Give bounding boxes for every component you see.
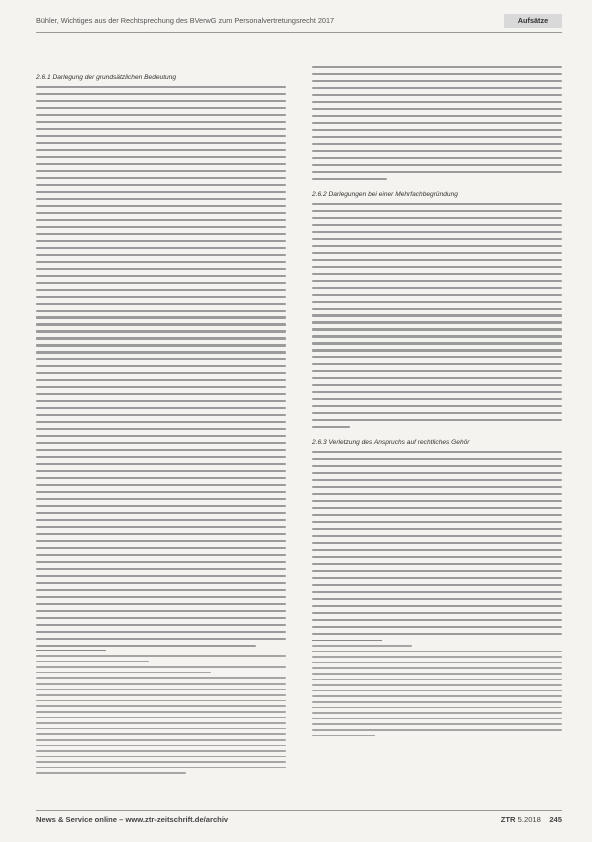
illegible-text-line: [312, 465, 562, 467]
illegible-text-line: [312, 426, 350, 428]
illegible-text-line: [312, 535, 562, 537]
illegible-text-line: [36, 638, 286, 640]
illegible-text-line: [312, 129, 562, 131]
illegible-text-line: [312, 549, 562, 551]
illegible-text-line: [36, 254, 286, 256]
illegible-text-line: [312, 280, 562, 282]
illegible-text-line: [36, 386, 286, 388]
illegible-text-line: [312, 287, 562, 289]
illegible-text-line: [36, 114, 286, 116]
illegible-text-line: [312, 556, 562, 558]
illegible-text-line: [36, 617, 286, 619]
illegible-text-line: [36, 121, 286, 123]
illegible-text-line: [36, 756, 286, 758]
illegible-text-line: [36, 533, 286, 535]
illegible-text-line: [36, 275, 286, 277]
illegible-text-line: [312, 94, 562, 96]
illegible-text-line: [36, 655, 286, 657]
illegible-text-line: [36, 717, 286, 719]
illegible-text-line: [312, 349, 562, 351]
illegible-text-line: [312, 412, 562, 414]
illegible-text-line: [312, 584, 562, 586]
illegible-text-line: [312, 570, 562, 572]
illegible-text-line: [312, 591, 562, 593]
illegible-text-line: [312, 231, 562, 233]
illegible-text-line: [312, 217, 562, 219]
illegible-text-line: [36, 672, 211, 674]
illegible-text-line: [312, 224, 562, 226]
illegible-text-line: [36, 463, 286, 465]
illegible-text-line: [36, 358, 286, 360]
illegible-text-line: [36, 750, 286, 752]
illegible-text-line: [312, 528, 562, 530]
illegible-text-line: [312, 273, 562, 275]
illegible-text-line: [312, 252, 562, 254]
illegible-text-line: [312, 384, 562, 386]
illegible-text-line: [312, 66, 562, 68]
illegible-text-line: [36, 93, 286, 95]
illegible-text-line: [36, 575, 286, 577]
right-body-text: [312, 66, 562, 180]
section-tag: Aufsätze: [504, 14, 562, 28]
illegible-text-line: [312, 701, 562, 703]
illegible-text-line: [36, 351, 286, 353]
illegible-text-line: [36, 170, 286, 172]
illegible-text-line: [36, 761, 286, 763]
illegible-text-line: [312, 690, 562, 692]
illegible-text-line: [312, 370, 562, 372]
page-footer: [36, 815, 562, 829]
illegible-text-line: [36, 711, 286, 713]
illegible-text-line: [36, 303, 286, 305]
illegible-text-line: [36, 442, 286, 444]
illegible-text-line: [312, 314, 562, 316]
illegible-text-line: [36, 547, 286, 549]
illegible-text-line: [312, 577, 562, 579]
footnote-rule: [312, 640, 382, 641]
illegible-text-line: [36, 610, 286, 612]
illegible-text-line: [36, 184, 286, 186]
illegible-text-line: [36, 631, 286, 633]
illegible-text-line: [36, 323, 286, 325]
illegible-text-line: [312, 335, 562, 337]
illegible-text-line: [312, 157, 562, 159]
illegible-text-line: [312, 486, 562, 488]
illegible-text-line: [312, 451, 562, 453]
illegible-text-line: [312, 377, 562, 379]
illegible-text-line: [312, 245, 562, 247]
illegible-text-line: [36, 212, 286, 214]
left-body-text: [36, 86, 286, 647]
illegible-text-line: [36, 700, 286, 702]
illegible-text-line: [312, 712, 562, 714]
footnote-rule: [36, 650, 106, 651]
illegible-text-line: [312, 419, 562, 421]
illegible-text-line: [312, 308, 562, 310]
illegible-text-line: [312, 542, 562, 544]
illegible-text-line: [36, 393, 286, 395]
illegible-text-line: [36, 219, 286, 221]
illegible-text-line: [36, 428, 286, 430]
illegible-text-line: [36, 128, 286, 130]
illegible-text-line: [312, 662, 562, 664]
illegible-text-line: [312, 673, 562, 675]
illegible-text-line: [36, 205, 286, 207]
illegible-text-line: [36, 561, 286, 563]
illegible-text-line: [36, 198, 286, 200]
illegible-text-line: [36, 365, 286, 367]
illegible-text-line: [312, 210, 562, 212]
illegible-text-line: [36, 400, 286, 402]
illegible-text-line: [36, 289, 286, 291]
illegible-text-line: [36, 261, 286, 263]
illegible-text-line: [36, 767, 286, 769]
illegible-text-line: [312, 479, 562, 481]
illegible-text-line: [36, 177, 286, 179]
illegible-text-line: [36, 316, 286, 318]
right-column: [312, 66, 562, 640]
illegible-text-line: [36, 512, 286, 514]
illegible-text-line: [312, 80, 562, 82]
illegible-text-line: [312, 598, 562, 600]
illegible-text-line: [312, 150, 562, 152]
illegible-text-line: [312, 87, 562, 89]
illegible-text-line: [36, 421, 286, 423]
illegible-text-line: [312, 735, 375, 737]
right-footnotes: [312, 645, 562, 740]
illegible-text-line: [36, 240, 286, 242]
illegible-text-line: [312, 294, 562, 296]
illegible-text-line: [312, 203, 562, 205]
illegible-text-line: [36, 330, 286, 332]
illegible-text-line: [312, 164, 562, 166]
illegible-text-line: [36, 191, 286, 193]
illegible-text-line: [36, 540, 286, 542]
illegible-text-line: [36, 296, 286, 298]
illegible-text-line: [312, 301, 562, 303]
illegible-text-line: [312, 718, 562, 720]
illegible-text-line: [312, 238, 562, 240]
illegible-text-line: [312, 612, 562, 614]
illegible-text-line: [36, 414, 286, 416]
illegible-text-line: [312, 626, 562, 628]
illegible-text-line: [312, 73, 562, 75]
illegible-text-line: [312, 619, 562, 621]
illegible-text-line: [312, 656, 562, 658]
footer-rule: [36, 810, 562, 811]
illegible-text-line: [36, 484, 286, 486]
illegible-text-line: [36, 683, 286, 685]
illegible-text-line: [312, 707, 562, 709]
illegible-text-line: [312, 605, 562, 607]
illegible-text-line: [36, 107, 286, 109]
illegible-text-line: [312, 108, 562, 110]
illegible-text-line: [312, 101, 562, 103]
illegible-text-line: [312, 136, 562, 138]
illegible-text-line: [312, 259, 562, 261]
illegible-text-line: [312, 679, 562, 681]
illegible-text-line: [312, 507, 562, 509]
page-header: [36, 14, 562, 30]
illegible-text-line: [36, 689, 286, 691]
illegible-text-line: [312, 398, 562, 400]
illegible-text-line: [312, 667, 562, 669]
illegible-text-line: [36, 156, 286, 158]
illegible-text-line: [36, 135, 286, 137]
footer-website: News & Service online – www.ztr-zeitschrift.de/archiv: [36, 815, 229, 824]
illegible-text-line: [312, 723, 562, 725]
illegible-text-line: [36, 268, 286, 270]
illegible-text-line: [312, 178, 387, 180]
illegible-text-line: [36, 666, 286, 668]
illegible-text-line: [312, 342, 562, 344]
illegible-text-line: [36, 554, 286, 556]
illegible-text-line: [36, 526, 286, 528]
illegible-text-line: [312, 695, 562, 697]
illegible-text-line: [36, 100, 286, 102]
illegible-text-line: [36, 739, 286, 741]
illegible-text-line: [36, 491, 286, 493]
illegible-text-line: [36, 582, 286, 584]
illegible-text-line: [312, 122, 562, 124]
illegible-text-line: [36, 589, 286, 591]
illegible-text-line: [36, 645, 256, 647]
illegible-text-line: [312, 266, 562, 268]
footer-issue: ZTR 5.2018 245: [500, 815, 562, 824]
section-heading: 2.6.2 Darlegungen bei einer Mehrfachbegründung: [312, 190, 458, 198]
illegible-text-line: [36, 470, 286, 472]
illegible-text-line: [36, 86, 286, 88]
illegible-text-line: [36, 505, 286, 507]
illegible-text-line: [36, 247, 286, 249]
illegible-text-line: [36, 407, 286, 409]
illegible-text-line: [36, 728, 286, 730]
illegible-text-line: [36, 596, 286, 598]
illegible-text-line: [36, 498, 286, 500]
illegible-text-line: [312, 391, 562, 393]
illegible-text-line: [312, 521, 562, 523]
illegible-text-line: [36, 282, 286, 284]
section-heading: 2.6.3 Verletzung des Anspruchs auf rechtliches Gehör: [312, 439, 470, 447]
illegible-text-line: [36, 603, 286, 605]
illegible-text-line: [36, 435, 286, 437]
illegible-text-line: [36, 310, 286, 312]
illegible-text-line: [312, 405, 562, 407]
illegible-text-line: [36, 142, 286, 144]
running-title: Bühler, Wichtiges aus der Rechtsprechung des BVerwG zum Personalvertretungsrecht 2017: [36, 16, 335, 25]
illegible-text-line: [36, 772, 186, 774]
illegible-text-line: [36, 344, 286, 346]
right-body-text: [312, 451, 562, 635]
illegible-text-line: [312, 514, 562, 516]
illegible-text-line: [36, 337, 286, 339]
header-rule: [36, 32, 562, 33]
section-heading: 2.6.1 Darlegung der grundsätzlichen Bedeutung: [36, 74, 177, 81]
illegible-text-line: [312, 115, 562, 117]
illegible-text-line: [36, 163, 286, 165]
illegible-text-line: [312, 500, 562, 502]
illegible-text-line: [312, 645, 412, 647]
illegible-text-line: [312, 633, 562, 635]
left-footnotes: [36, 655, 286, 778]
illegible-text-line: [312, 651, 562, 653]
illegible-text-line: [36, 379, 286, 381]
illegible-text-line: [312, 321, 562, 323]
illegible-text-line: [312, 356, 562, 358]
illegible-text-line: [312, 363, 562, 365]
illegible-text-line: [312, 458, 562, 460]
left-column: [36, 74, 286, 652]
illegible-text-line: [36, 519, 286, 521]
illegible-text-line: [36, 233, 286, 235]
illegible-text-line: [312, 143, 562, 145]
illegible-text-line: [36, 745, 286, 747]
illegible-text-line: [36, 694, 286, 696]
illegible-text-line: [312, 684, 562, 686]
right-body-text: [312, 203, 562, 429]
illegible-text-line: [312, 563, 562, 565]
illegible-text-line: [312, 729, 562, 731]
illegible-text-line: [36, 568, 286, 570]
illegible-text-line: [36, 722, 286, 724]
illegible-text-line: [36, 149, 286, 151]
illegible-text-line: [312, 472, 562, 474]
illegible-text-line: [36, 449, 286, 451]
illegible-text-line: [36, 661, 149, 663]
illegible-text-line: [36, 705, 286, 707]
illegible-text-line: [36, 456, 286, 458]
illegible-text-line: [36, 733, 286, 735]
illegible-text-line: [36, 477, 286, 479]
illegible-text-line: [36, 624, 286, 626]
illegible-text-line: [312, 328, 562, 330]
illegible-text-line: [36, 226, 286, 228]
illegible-text-line: [36, 677, 286, 679]
illegible-text-line: [36, 372, 286, 374]
illegible-text-line: [312, 493, 562, 495]
illegible-text-line: [312, 171, 562, 173]
